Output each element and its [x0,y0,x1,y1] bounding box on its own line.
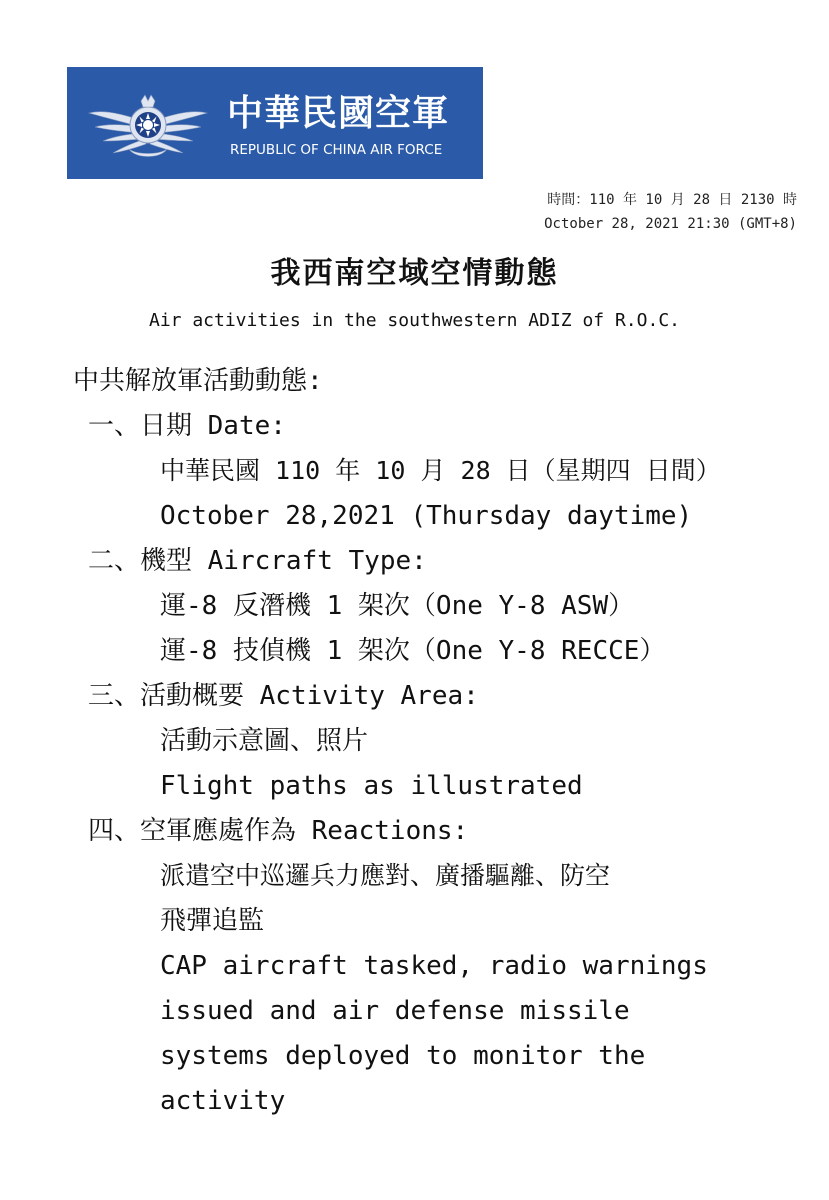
item-reactions-line: 派遣空中巡邏兵力應對、廣播驅離、防空 [160,861,611,890]
section-heading: 中共解放軍活動動態: [73,366,323,396]
item-reactions-line: issued and air defense missile [160,996,630,1026]
header-banner [67,67,483,179]
item-aircraft-line: 運-8 反潛機 1 架次（One Y-8 ASW） [160,591,635,621]
item-date-heading: 一、日期 Date: [88,411,286,441]
page-subtitle: Air activities in the southwestern ADIZ of R.O.C. [148,310,680,331]
item-reactions-line: CAP aircraft tasked, radio warnings [160,951,708,981]
item-activity-line: 活動示意圖、照片 [160,726,369,756]
item-reactions-line: 飛彈追監 [160,906,265,936]
roc-air-force-emblem-icon [85,79,211,167]
item-date-line: 中華民國 110 年 10 月 28 日（星期四 日間） [160,456,721,485]
item-reactions-line: systems deployed to monitor the [160,1041,646,1071]
item-reactions-heading: 四、空軍應處作為 Reactions: [88,816,469,846]
banner-title-zh: 中華民國空軍 [227,93,450,134]
item-activity-line: Flight paths as illustrated [160,771,583,801]
banner-title-en: REPUBLIC OF CHINA AIR FORCE [230,142,443,158]
item-aircraft-line: 運-8 技偵機 1 架次（One Y-8 RECCE） [160,636,666,666]
page-title: 我西南空域空情動態 [270,256,559,291]
item-activity-heading: 三、活動概要 Activity Area: [88,681,479,711]
item-aircraft-heading: 二、機型 Aircraft Type: [88,546,427,576]
item-date-line: October 28,2021 (Thursday daytime) [160,501,693,531]
item-reactions-line: activity [160,1086,286,1116]
timestamp-zh: 時間：110 年 10 月 28 日 2130 時 [547,192,797,208]
timestamp-en: October 28, 2021 21:30 (GMT+8) [544,216,797,232]
